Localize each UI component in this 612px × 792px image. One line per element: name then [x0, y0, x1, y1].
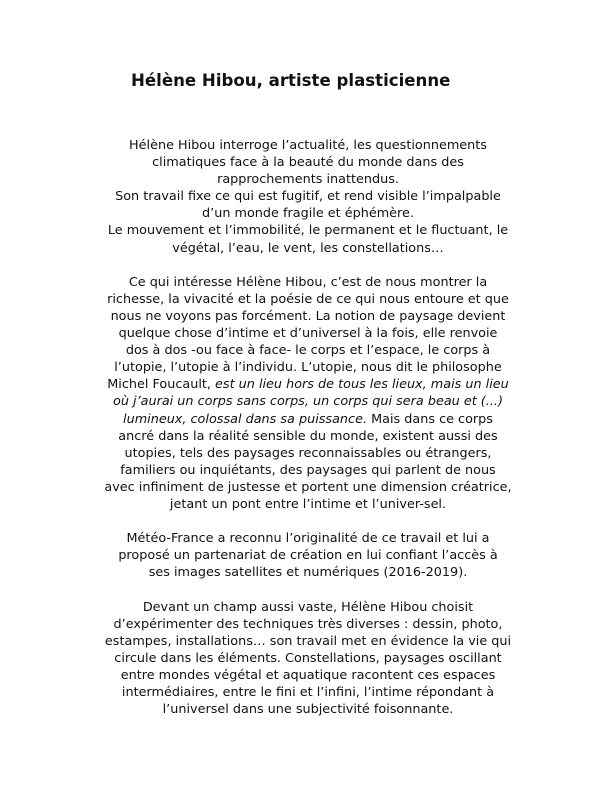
text-line: dos à dos -ou face à face- le corps et l’espace, le corps à — [125, 343, 491, 359]
foucault-quote: lumineux, colossal dans sa puissance. — [123, 411, 368, 427]
paragraph-techniques — [58, 599, 558, 719]
foucault-quote: est un lieu hors de tous les lieux, mais un lieu — [215, 377, 509, 393]
text-line: jetant un pont entre l’intime et l’univer-sel. — [169, 496, 447, 512]
text-line — [58, 376, 558, 393]
paragraph-utopia — [58, 274, 558, 513]
text-line: avec infiniment de justesse et portent une dimension créatrice, — [104, 479, 512, 495]
text-line: climatiques face à la beauté du monde dans des — [152, 155, 464, 171]
text-line: familiers ou inquiétants, des paysages qui parlent de nous — [120, 462, 496, 478]
text-line: circule dans les éléments. Constellations, paysages oscillant — [114, 650, 502, 666]
text-line: utopies, tels des paysages reconnaissables ou étrangers, — [124, 445, 492, 461]
text-line: entre mondes végétal et aquatique racontent ces espaces — [120, 667, 496, 683]
text-line: d’un monde fragile et éphémère. — [202, 206, 414, 222]
text-line — [58, 411, 558, 428]
text-line: l’utopie, l’utopie à l’individu. L’utopie, nous dit le philosophe — [114, 360, 502, 376]
text-line: Météo-France a reconnu l’originalité de ce travail et lui a — [126, 531, 490, 547]
text-line: rapprochements inattendus. — [217, 172, 399, 188]
text-line: Ce qui intéresse Hélène Hibou, c’est de nous montrer la — [128, 274, 488, 290]
text-line — [58, 393, 558, 410]
paragraph-meteo-france — [58, 530, 558, 581]
paragraph-intro — [58, 137, 558, 257]
text-line: Son travail fixe ce qui est fugitif, et rend visible l’impalpable — [115, 189, 501, 205]
text-line: ses images satellites et numériques (2016-2019). — [148, 565, 468, 581]
text-line: quelque chose d’intime et d’universel à la fois, elle renvoie — [118, 326, 498, 342]
foucault-quote: où j’aurai un corps sans corps, un corps qui sera beau et (...) — [113, 394, 503, 410]
text-line: végétal, l’eau, le vent, les constellations… — [172, 240, 444, 256]
document-title: Hélène Hibou, artiste plasticienne — [131, 71, 451, 90]
text-line: ancré dans la réalité sensible du monde, existent aussi des — [118, 428, 498, 444]
text-line: Hélène Hibou interroge l’actualité, les questionnements — [129, 138, 487, 153]
text-line: d’expérimenter des techniques très diverses : dessin, photo, — [113, 616, 503, 632]
text-after-quote: Mais dans ce corps — [367, 411, 493, 427]
text-line: nous ne voyons pas forcément. La notion de paysage devient — [110, 308, 506, 324]
text-line: Le mouvement et l’immobilité, le permanent et le fluctuant, le — [107, 223, 509, 239]
text-line: proposé un partenariat de création en lui confiant l’accès à — [118, 548, 498, 564]
text-line: Devant un champ aussi vaste, Hélène Hibou choisit — [142, 599, 474, 615]
citation-intro: Michel Foucault, — [107, 377, 216, 393]
text-line: intermédiaires, entre le fini et l’infini, l’intime répondant à — [121, 685, 495, 700]
text-line: estampes, installations… son travail met en évidence la vie qui — [104, 633, 512, 649]
text-line: richesse, la vivacité et la poésie de ce qui nous entoure et que — [107, 291, 509, 307]
document-body — [58, 137, 558, 735]
text-line: l’universel dans une subjectivité foisonnante. — [162, 702, 454, 718]
